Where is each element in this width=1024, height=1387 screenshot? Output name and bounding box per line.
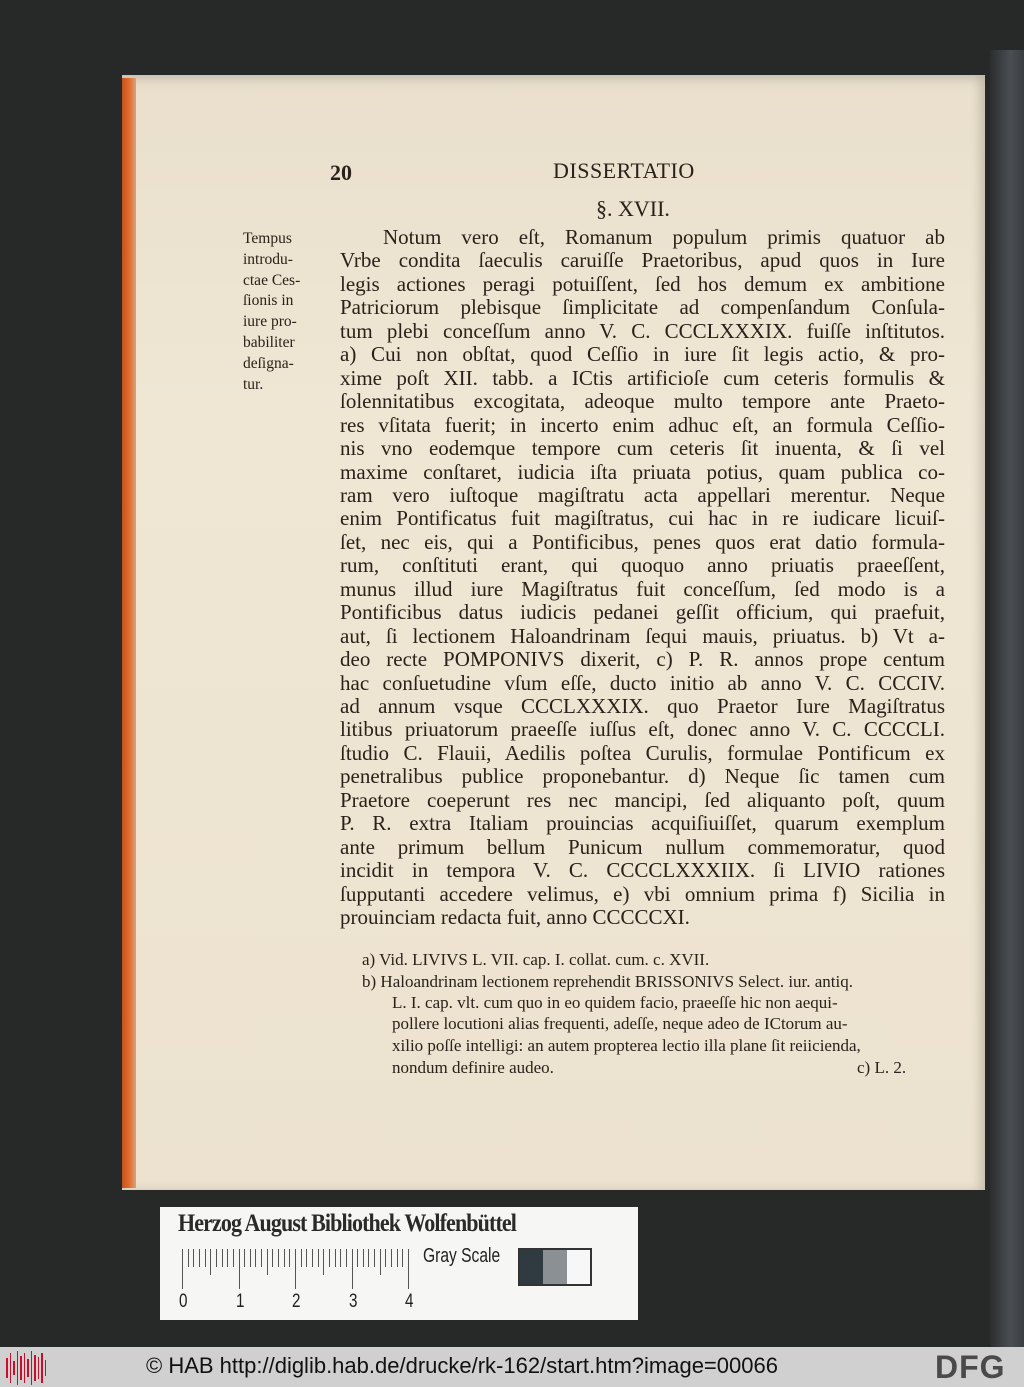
gray-swatch xyxy=(567,1250,590,1284)
ruler-tick xyxy=(267,1249,268,1275)
body-line: a) Cui non obſtat, quod Ceſſio in iure ſit legis actio, & pro- xyxy=(340,342,945,367)
ruler-tick xyxy=(312,1249,313,1267)
ruler-tick xyxy=(408,1249,409,1289)
ruler-number: 1 xyxy=(235,1291,245,1312)
margin-note-line: introdu- xyxy=(243,250,293,268)
ruler-tick xyxy=(391,1249,392,1267)
ruler-number: 4 xyxy=(405,1291,414,1312)
logo-bar xyxy=(24,1353,26,1383)
ruler-tick xyxy=(385,1249,386,1267)
ruler-tick xyxy=(210,1249,211,1275)
ruler-tick xyxy=(295,1249,296,1289)
margin-note-line: babiliter xyxy=(243,334,295,351)
body-line: munus illud iure Magiſtratus fuit conceſſum, ſed modo is a xyxy=(340,576,945,601)
body-line: litibus priuatorum praeeſſe iuſſus eſt, donec anno V. C. CCCCLI. xyxy=(340,717,945,742)
body-line: legis actiones peragi potuiſſent, ſed hos demum ex ambitione xyxy=(340,271,945,296)
body-line: xime poſt XII. tabb. a ICtis artificioſe cum ceteris formulis & xyxy=(340,365,945,390)
ruler-tick xyxy=(244,1249,245,1267)
ruler-tick xyxy=(250,1249,251,1267)
logo-bar xyxy=(45,1360,47,1376)
hab-logo-icon xyxy=(6,1351,46,1385)
ruler-tick xyxy=(340,1249,341,1267)
adjacent-page-edge xyxy=(990,50,1024,1347)
ruler-tick xyxy=(397,1249,398,1267)
ruler-tick xyxy=(216,1249,217,1267)
ruler-tick xyxy=(374,1249,375,1267)
ruler-tick xyxy=(278,1249,279,1267)
gray-scale-swatch xyxy=(518,1248,592,1286)
body-line: maxime conſtaret, iudicia iſta priuata potius, quam publica co- xyxy=(340,459,945,484)
ruler xyxy=(179,1249,414,1312)
footnote-line: L. I. cap. vlt. cum quo in eo quidem facio, praeeſſe hic non aequi- xyxy=(392,993,838,1012)
logo-bar xyxy=(13,1361,15,1375)
logo-bar xyxy=(17,1351,19,1385)
footer-bar xyxy=(0,1347,1024,1387)
footnote-line: pollere locutioni alias frequenti, adeſſe, neque adeo de ICtorum au- xyxy=(392,1014,848,1033)
body-line: incidit in tempora V. C. CCCCLXXXIIX. ſi LIVIO rationes xyxy=(340,858,945,883)
ruler-tick xyxy=(222,1249,223,1267)
logo-bar xyxy=(38,1357,40,1379)
body-line: enim Pontificatus fuit magiſtratus, cui hac in re iudicare licuiſ- xyxy=(340,506,945,531)
margin-note-line: ctae Ces- xyxy=(243,271,301,289)
body-line: tum plebi conceſſum anno V. C. CCCLXXXIX. fuiſſe inſtitutos. xyxy=(340,318,945,343)
body-line: hac conſuetudine vſum eſſe, ducto initio ab anno V. C. CCCIV. xyxy=(340,670,945,695)
body-line: deo recte POMPONIVS dixerit, c) P. R. annos prope centum xyxy=(340,647,945,672)
running-title: DISSERTATIO xyxy=(553,158,695,183)
ruler-tick xyxy=(227,1249,228,1267)
body-line: ram vero iuſtoque magiſtratu acta appellari merentur. Neque xyxy=(340,482,945,507)
ruler-tick xyxy=(318,1249,319,1267)
ruler-tick xyxy=(255,1249,256,1267)
ruler-number: 0 xyxy=(179,1291,188,1312)
ruler-tick xyxy=(323,1249,324,1275)
logo-bar xyxy=(20,1356,22,1380)
body-line: P. R. extra Italiam prouincias acquiſiuiſſet, quarum exemplum xyxy=(340,811,945,836)
gray-swatch xyxy=(543,1250,566,1284)
ruler-tick xyxy=(346,1249,347,1267)
logo-bar xyxy=(31,1351,33,1385)
gray-swatch xyxy=(520,1250,543,1284)
body-line: ad annum vsque CCCLXXXIX. quo Praetor Iure Magiſtratus xyxy=(340,694,945,718)
body-line: nis vno eodemque tempore cum ceteris ſit inuenta, & ſi vel xyxy=(340,436,945,461)
page-edge-orange xyxy=(122,78,136,1188)
body-line: aut, ſi lectionem Haloandrinam ſequi mauis, priuatus. b) Vt a- xyxy=(340,623,945,648)
ruler-tick xyxy=(289,1249,290,1267)
ruler-tick xyxy=(301,1249,302,1267)
scale-card xyxy=(160,1207,638,1320)
ruler-tick xyxy=(284,1249,285,1267)
ruler-tick xyxy=(380,1249,381,1275)
ruler-tick xyxy=(363,1249,364,1267)
body-line: Praetore coeperunt res nec mancipi, ſed aliquanto poſt, quum xyxy=(340,787,945,812)
body-line: ſet, nec eis, qui a Pontificibus, penes quos erat datio formula- xyxy=(340,529,945,554)
logo-bar xyxy=(27,1359,29,1377)
ruler-tick xyxy=(402,1249,403,1267)
footnote-line: nondum definire audeo. xyxy=(392,1058,554,1077)
footnote-line: xilio poſſe intelligi: an autem propterea lectio illa plane ſit reiicienda, xyxy=(392,1036,861,1055)
ruler-tick xyxy=(193,1249,194,1267)
body-line: rum, conſtituti erant, qui quoquo anno priuatis praeeſſent, xyxy=(340,553,945,578)
logo-bar xyxy=(41,1353,43,1383)
body-line: ante primum bellum Punicum nullum commemoratur, quod xyxy=(340,834,945,859)
body-line: ſolennitatibus excogitata, adeoque multo tempore ante Praeto- xyxy=(340,389,945,414)
margin-note-line: tur. xyxy=(243,375,264,393)
dfg-logo: DFG xyxy=(935,1349,1006,1385)
body-line: Patriciorum plebisque ſimplicitate ad compenſandum Conſula- xyxy=(340,295,945,320)
ruler-tick xyxy=(233,1249,234,1267)
logo-bar xyxy=(6,1358,8,1378)
body-line: res vſitata fuerit; in incerto enim adhuc eſt, an formula Ceſſio- xyxy=(340,412,945,437)
ruler-tick xyxy=(352,1249,353,1289)
logo-bar xyxy=(34,1355,36,1381)
gray-scale-label: Gray Scale xyxy=(423,1245,501,1267)
logo-bar xyxy=(10,1353,12,1383)
body-line: ſupputanti accedere velimus, e) vbi omnium prima f) Sicilia in xyxy=(340,881,945,906)
ruler-tick xyxy=(182,1249,183,1289)
ruler-tick xyxy=(188,1249,189,1267)
ruler-tick xyxy=(205,1249,206,1267)
ruler-tick xyxy=(239,1249,240,1289)
margin-note-line: ſionis in xyxy=(243,292,294,310)
ruler-tick xyxy=(199,1249,200,1267)
ruler-number: 2 xyxy=(292,1291,301,1312)
library-name: Herzog August Bibliothek Wolfenbüttel xyxy=(178,1210,517,1237)
catchword: c) L. 2. xyxy=(857,1058,907,1077)
section-heading: §. XVII. xyxy=(596,196,670,221)
ruler-tick xyxy=(368,1249,369,1267)
page-number: 20 xyxy=(330,160,352,185)
footnote-line: b) Haloandrinam lectionem reprehendit BRISSONIVS Select. iur. antiq. xyxy=(362,972,854,991)
body-line: penetralibus publice proponebantur. d) Neque ſic tamen cum xyxy=(340,764,945,789)
ruler-tick xyxy=(261,1249,262,1267)
footnote-line: a) Vid. LIVIVS L. VII. cap. I. collat. cum. c. XVII. xyxy=(362,950,710,969)
body-line: Notum vero eſt, Romanum populum primis quatuor ab xyxy=(383,225,945,249)
body-line: Vrbe condita ſaeculis caruiſſe Praetoribus, apud quos in Iure xyxy=(340,248,945,273)
body-line: Pontificibus datus iudicis pedanei geſſit officium, qui praefuit, xyxy=(340,600,945,625)
ruler-tick xyxy=(306,1249,307,1267)
ruler-tick xyxy=(357,1249,358,1267)
ruler-tick xyxy=(272,1249,273,1267)
body-line: prouinciam redacta fuit, anno CCCCCXI. xyxy=(340,905,690,930)
ruler-number: 3 xyxy=(348,1291,358,1312)
footer-copyright-link[interactable]: © HAB http://diglib.hab.de/drucke/rk-162/start.htm?image=00066 xyxy=(146,1353,778,1378)
margin-note-line: Tempus xyxy=(243,230,292,247)
body-line: ſtudio C. Flauii, Aedilis poſtea Curulis, formulae Pontificum ex xyxy=(340,740,945,765)
margin-note-line: iure pro- xyxy=(243,313,297,331)
margin-note-line: deſigna- xyxy=(243,354,294,372)
ruler-tick xyxy=(329,1249,330,1267)
ruler-tick xyxy=(335,1249,336,1267)
